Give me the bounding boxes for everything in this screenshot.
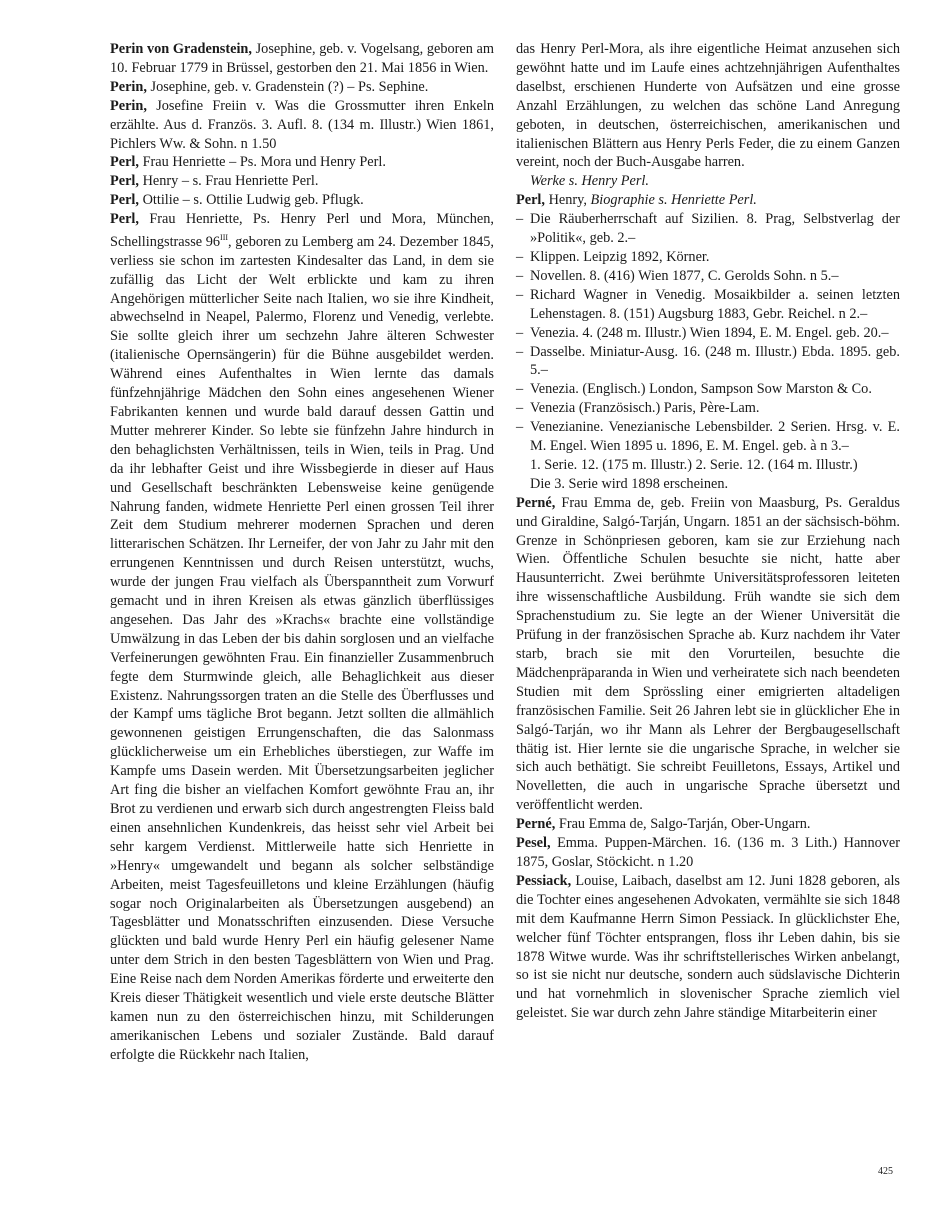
entry-text: Frau Emma de, geb. Freiin von Maasburg, Ps. Geraldus und Giraldine, Salgó-Tarján, Ungarn. 1851 an der sächsisch-böhm. Grenze in Schönpriesen geboren, kam sie zur Erziehung nach Wien. Öffentliche Schulen besuchte sie nicht, hatte aber Hausunterricht. Zwei berühmte Universitätsprofessoren leiteten ihre wissenschaftliche Ausbildung. Früh wandte sie sich dem Sprachenstudium zu. Sie legte an der Wiener Universität die Prüfung in der französischen Sprache ab. Kurz nachdem ihr Vater starb, brach sie mit den Vorurteilen, besuchte die Mädchenpräparanda in Wien und verheiratete sich nach beendeten Studien mit dem Sprössling einer emigrierten altadeligen französischen Familie. Seit 26 Jahren lebt sie in glücklicher Ehe in Salgó-Tarján, wo ihr Mann als Lehrer der Bergbaugesellschaft thätig ist. Hier lernte sie die ungarische Sprache, in welcher sie sich auch bethätigt. Sie schreibt Feuilletons, Essays, Artikel und Novelletten, die auch in ungarische Sprache übersetzt und veröffentlicht werden. [516,494,900,814]
entry-text: Ottilie – s. Ottilie Ludwig geb. Pflugk. [142,192,364,209]
list-item: – Venezianine. Venezianische Lebensbilder. 2 Serien. Hrsg. v. E. M. Engel. Wien 1895 u. 1896, E. M. Engel. geb. à n 3.– [516,419,900,455]
list-item: – Venezia. 4. (248 m. Illustr.) Wien 1894, E. M. Engel. geb. 20.– [516,324,889,341]
works-list [516,210,900,494]
list-item: – Dasselbe. Miniatur-Ausg. 16. (248 m. Illustr.) Ebda. 1895. geb. 5.– [516,343,900,379]
list-dash: – [516,324,524,341]
entry-perl-henriette-ref [110,153,494,172]
entry-text: Josefine Freiin v. Was die Grossmutter ihren Enkeln erzählte. Aus d. Französ. 3. Aufl. 8. (134 m. Illustr.) Wien 1861, Pichlers Ww. & Sohn. n 1.50 [110,97,494,152]
list-dash: – [516,343,524,360]
list-dash: – [516,211,524,228]
entry-perl-henry [516,191,900,210]
list-dash: – [516,419,524,436]
entry-perl-ottilie [110,191,494,210]
entry-text: Louise, Laibach, daselbst am 12. Juni 1828 geboren, als die Tochter eines angesehenen Advokaten, vermählte sie sich 1848 mit dem Kaufmanne Herrn Simon Pessiack. In glücklichster Ehe, welcher fünf Töchter entsprangen, floss ihr Leben dahin, bis sie 1878 Witwe wurde. Was ihr schriftstellerisches Wirken anbelangt, so ist sie nicht nur deutsche, sondern auch südslavische Dichterin und hat vornehmlich in slovenischer Sprache ziemlich viel geleistet. Sie war durch zehn Jahre ständige Mitarbeiterin einer [516,872,900,1022]
entry-pessiack [516,872,900,1023]
entry-headword: Perné, [516,494,556,511]
entry-perne-emma [516,494,900,815]
entry-pesel [516,834,900,872]
list-item: – Klippen. Leipzig 1892, Körner. [516,248,710,265]
list-dash: – [516,400,524,417]
page-number: 425 [878,1166,893,1177]
entry-text-cont: , geboren zu Lemberg am 24. Dezember 1845, verliess sie schon im zartesten Kindesalter das Land, in dem sie zufällig das Licht der Welt erblickte und kam zu ihren Angehörigen mütterlicher Seite nach Italien, wo sie ihre Kindheit, abwechselnd in Neapel, Palermo, Florenz und Venedig, verlebte. Sie sollte gleich ihrer um sechzehn Jahre älteren Schwester (italienische Opernsängerin) für die Bühne ausgebildet werden. Während eines Aufenthaltes in Wien lernte das damals fünfzehnjährige Mädchen den Sohn eines angesehenen Wiener Fabrikanten kennen und wurde bald darauf dessen Gattin und Mutter mehrerer Kinder. So lebte sie fünfzehn Jahre hindurch in den behaglichsten Verhältnissen, teils in Wien, teils in Prag. Und da ihr lebhafter Geist und ihre Wissbegierde in dieser auf Haus und Gesellschaft beschränkten Lebensweise keine genügende Nahrung fanden, widmete Henriette Perl einen grossen Teil ihrer Zeit dem Studium mehrerer modernen Sprachen und deren litterarischen Schätzen. Ihr Lerneifer, der von Jahr zu Jahr mit den errungenen Kenntnissen und durch Reisen unterstützt, wuchs, wurde der jungen Frau vielfach als Überspanntheit zum Vorwurf gemacht und in ihren Kreisen als etwas gänzlich überflüssiges angesehen. Das Jahr des »Krachs« brachte eine vollständige Umwälzung in das Leben der bis dahin sorglosen und an vielfache Verfeinerungen gewöhnten Frau. Ein finanzieller Zusammenbruch fegte dem Sturmwinde gleich, alle Behaglichkeit aus dieser Existenz. Nahrungssorgen traten an die Stelle des Überflusses und der Kampf ums tägliche Brot begann. Jetzt sollten die allmählich gewonnenen geistigen Errungenschaften, die das Salonmass glücklicherweise um ein Erhebliches überstiegen, zur Waffe im Kampfe ums Dasein werden. Mit Übersetzungsarbeiten jeglicher Art fing die bisher an vielfachen Komfort gewöhnte Frau an, ihr Brot zu verdienen und erwarb sich durch angestrengten Fleiss bald einen ansehnlichen Kundenkreis, das heisst sehr viel Arbeit bei sehr kargem Verdienst. Mittlerweile hatte sich Henriette in »Henry« umgewandelt und begann als solcher selbständige Arbeiten, meist Tagesfeuilletons und kleine Erzählungen (häufig sogar noch Originalarbeiten als Übersetzungen ausgebend) an Tagesblätter und Monatsschriften einzusenden. Diese Versuche glückten und bald wurde Henry Perl ein häufig gelesener Name unter dem Strich in den besten Tagesblättern von Wien und Prag. Eine Reise nach dem Norden Amerikas förderte und erweiterte den Kreis dieser Thätigkeit wesentlich und viele erste deutsche Blätter kamen nun zu den österreichischen hinzu, mit Schilderungen amerikanischen Lebens und sozialer Zustände. Bald darauf erfolgte die Rückkehr nach Italien, [110,233,494,1063]
entry-text: Frau Henriette – Ps. Mora und Henry Perl. [142,154,386,171]
entry-text: Emma. Puppen-Märchen. 16. (136 m. 3 Lith.) Hannover 1875, Goslar, Stöckicht. n 1.20 [516,835,900,870]
entry-headword: Perin von Gradenstein, [110,41,252,57]
entry-headword: Pessiack, [516,872,572,889]
left-column [110,40,494,1065]
entry-perin-josephine [110,78,494,97]
entry-text: Josephine, geb. v. Gradenstein (?) – Ps. Sephine. [150,78,429,95]
entry-headword: Perl, [110,173,139,190]
entry-perl-henry-ref [110,172,494,191]
entry-headword: Perl, [110,211,139,228]
right-column [516,40,900,1023]
list-item: – Venezia. (Englisch.) London, Sampson Sow Marston & Co. [516,381,872,398]
list-dash: – [516,267,524,284]
entry-superscript: III [220,233,229,243]
entry-headword: Perl, [110,192,139,209]
series-line: Die 3. Serie wird 1898 erscheinen. [530,475,729,492]
list-dash: – [516,381,524,398]
entry-headword: Perl, [516,192,545,209]
entry-text: Henry – s. Frau Henriette Perl. [142,173,319,190]
entry-perne-emma-short [516,815,900,834]
list-item: – Richard Wagner in Venedig. Mosaikbilder a. seinen letzten Lehenstagen. 8. (151) Augsburg 1883, Gebr. Reichel. n 2.– [516,286,900,322]
list-item: – Die Räuberherrschaft auf Sizilien. 8. Prag, Selbstverlag der »Politik«, geb. 2.– [516,211,900,247]
list-dash: – [516,248,524,265]
entry-headword: Perné, [516,816,556,833]
entry-perl-henriette [110,210,494,1065]
entry-text-italic: Biographie s. Henriette Perl. [590,192,757,209]
entry-headword: Perl, [110,154,139,171]
entry-perin-josefine [110,97,494,154]
entry-text: Frau Emma de, Salgo-Tarján, Ober-Ungarn. [558,816,811,833]
works-reference: Werke s. Henry Perl. [530,173,649,190]
series-line: 1. Serie. 12. (175 m. Illustr.) 2. Serie. 12. (164 m. Illustr.) [530,456,858,473]
list-item: – Venezia (Französisch.) Paris, Père-Lam. [516,400,760,417]
entry-headword: Pesel, [516,835,551,852]
list-item: – Novellen. 8. (416) Wien 1877, C. Gerolds Sohn. n 5.– [516,267,839,284]
list-dash: – [516,286,524,303]
entry-continuation: das Henry Perl-Mora, als ihre eigentliche Heimat anzusehen sich gewöhnt hatte und im Laufe eines achtzehnjährigen Aufenthaltes daselbst, erschienen Hunderte von Aufsätzen und eine grosse Anzahl Erzählungen, zu welchen das schöne Land Anregung geboten, in deutschen, österreichischen, amerikanischen und italienischen Blättern aus Henry Perls Feder, die zu einem Ganzen vereint, noch der Buch-Ausgabe harren. [516,41,900,171]
entry-text: Frau Henriette, Ps. Henry Perl und Mora, München, Schellingstrasse 96 [110,211,494,250]
entry-text: Henry, [548,192,587,209]
entry-text: Josephine, geb. v. Vogelsang, geboren am 10. Februar 1779 in Brüssel, gestorben den 21. Mai 1856 in Wien. [110,41,494,76]
entry-headword: Perin, [110,78,147,95]
entry-perin-von-gradenstein [110,40,494,78]
entry-headword: Perin, [110,97,147,114]
